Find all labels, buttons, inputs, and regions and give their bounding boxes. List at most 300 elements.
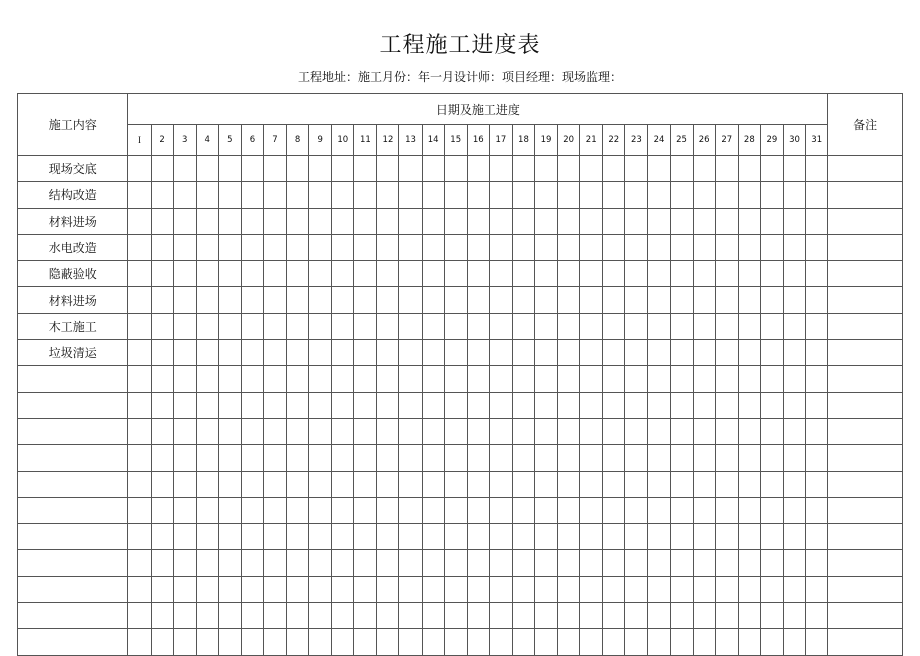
progress-cell [783, 418, 805, 444]
progress-cell [603, 524, 625, 550]
progress-cell [580, 340, 603, 366]
progress-cell [287, 576, 309, 602]
progress-cell [218, 392, 241, 418]
progress-cell [263, 603, 286, 629]
progress-cell [603, 156, 625, 182]
progress-cell [489, 576, 512, 602]
progress-cell [377, 156, 399, 182]
task-name-cell [18, 524, 128, 550]
progress-cell [558, 392, 580, 418]
progress-cell [218, 603, 241, 629]
progress-cell [715, 261, 738, 287]
progress-cell [535, 261, 558, 287]
progress-cell [467, 497, 489, 523]
table-row [18, 550, 903, 576]
progress-cell [151, 313, 173, 339]
progress-cell [580, 497, 603, 523]
progress-cell [715, 392, 738, 418]
day-header-2: 2 [151, 125, 173, 156]
progress-cell [377, 261, 399, 287]
progress-cell [151, 445, 173, 471]
progress-cell [173, 603, 196, 629]
progress-cell [196, 497, 218, 523]
progress-cell [648, 418, 670, 444]
progress-cell [535, 629, 558, 655]
progress-cell [218, 366, 241, 392]
note-cell [828, 156, 903, 182]
progress-cell [377, 524, 399, 550]
progress-cell [558, 366, 580, 392]
progress-cell [715, 182, 738, 208]
progress-cell [512, 418, 534, 444]
progress-cell [558, 603, 580, 629]
progress-cell [218, 550, 241, 576]
day-header-18: 18 [512, 125, 534, 156]
progress-cell [128, 550, 151, 576]
progress-cell [241, 340, 263, 366]
progress-cell [738, 287, 760, 313]
note-cell [828, 418, 903, 444]
progress-cell [535, 234, 558, 260]
progress-cell [715, 576, 738, 602]
progress-cell [196, 445, 218, 471]
progress-cell [332, 603, 354, 629]
progress-cell [693, 550, 715, 576]
progress-cell [377, 234, 399, 260]
progress-cell [625, 182, 648, 208]
progress-cell [196, 208, 218, 234]
progress-cell [783, 261, 805, 287]
progress-cell [128, 524, 151, 550]
progress-cell [128, 234, 151, 260]
progress-cell [625, 418, 648, 444]
progress-cell [670, 603, 693, 629]
progress-cell [309, 445, 332, 471]
progress-cell [196, 182, 218, 208]
progress-cell [670, 445, 693, 471]
progress-cell [332, 445, 354, 471]
progress-cell [783, 445, 805, 471]
progress-cell [128, 392, 151, 418]
progress-cell [648, 287, 670, 313]
note-cell [828, 629, 903, 655]
progress-cell [580, 576, 603, 602]
progress-cell [444, 445, 467, 471]
progress-cell [196, 261, 218, 287]
progress-cell [218, 208, 241, 234]
progress-cell [196, 366, 218, 392]
progress-cell [489, 182, 512, 208]
progress-cell [489, 261, 512, 287]
progress-cell [218, 156, 241, 182]
progress-cell [354, 603, 377, 629]
progress-cell [377, 182, 399, 208]
progress-cell [399, 340, 422, 366]
progress-cell [670, 629, 693, 655]
progress-cell [422, 418, 444, 444]
progress-cell [309, 182, 332, 208]
progress-cell [196, 524, 218, 550]
progress-cell [693, 156, 715, 182]
progress-cell [603, 550, 625, 576]
progress-cell [580, 392, 603, 418]
progress-cell [625, 603, 648, 629]
progress-cell [354, 261, 377, 287]
progress-cell [263, 392, 286, 418]
progress-cell [444, 497, 467, 523]
progress-cell [512, 313, 534, 339]
progress-cell [263, 497, 286, 523]
progress-cell [399, 497, 422, 523]
progress-cell [151, 208, 173, 234]
progress-cell [422, 576, 444, 602]
progress-cell [603, 471, 625, 497]
progress-cell [263, 550, 286, 576]
progress-cell [738, 524, 760, 550]
progress-cell [715, 471, 738, 497]
progress-cell [535, 576, 558, 602]
task-name-cell: 现场交底 [18, 156, 128, 182]
note-cell [828, 366, 903, 392]
progress-cell [715, 445, 738, 471]
note-cell [828, 576, 903, 602]
day-header-20: 20 [558, 125, 580, 156]
progress-cell [670, 287, 693, 313]
progress-cell [693, 603, 715, 629]
progress-cell [558, 340, 580, 366]
progress-cell [422, 313, 444, 339]
progress-cell [287, 471, 309, 497]
day-header-10: 10 [332, 125, 354, 156]
progress-cell [263, 366, 286, 392]
progress-cell [128, 340, 151, 366]
progress-cell [354, 156, 377, 182]
note-cell [828, 261, 903, 287]
progress-cell [399, 287, 422, 313]
progress-cell [241, 392, 263, 418]
progress-cell [151, 550, 173, 576]
progress-cell [399, 471, 422, 497]
progress-cell [354, 182, 377, 208]
progress-cell [625, 340, 648, 366]
progress-cell [196, 287, 218, 313]
progress-cell [489, 340, 512, 366]
progress-cell [806, 156, 828, 182]
progress-cell [738, 234, 760, 260]
progress-cell [670, 182, 693, 208]
progress-cell [467, 182, 489, 208]
progress-cell [535, 497, 558, 523]
progress-cell [715, 287, 738, 313]
progress-cell [558, 234, 580, 260]
progress-cell [738, 156, 760, 182]
progress-cell [444, 471, 467, 497]
progress-cell [670, 550, 693, 576]
progress-cell [128, 471, 151, 497]
progress-cell [287, 287, 309, 313]
day-header-6: 6 [241, 125, 263, 156]
day-header-11: 11 [354, 125, 377, 156]
note-cell [828, 340, 903, 366]
progress-cell [196, 603, 218, 629]
progress-cell [354, 418, 377, 444]
progress-cell [309, 576, 332, 602]
progress-cell [693, 497, 715, 523]
task-name-cell [18, 366, 128, 392]
task-name-cell [18, 445, 128, 471]
progress-cell [535, 603, 558, 629]
progress-cell [218, 629, 241, 655]
progress-cell [648, 392, 670, 418]
progress-cell [354, 234, 377, 260]
progress-cell [444, 629, 467, 655]
progress-cell [625, 471, 648, 497]
progress-cell [422, 287, 444, 313]
progress-cell [354, 287, 377, 313]
progress-cell [263, 445, 286, 471]
progress-cell [715, 629, 738, 655]
progress-cell [648, 340, 670, 366]
day-header-13: 13 [399, 125, 422, 156]
progress-cell [738, 418, 760, 444]
progress-cell [760, 576, 783, 602]
progress-cell [512, 471, 534, 497]
progress-cell [783, 182, 805, 208]
progress-cell [603, 261, 625, 287]
progress-cell [693, 392, 715, 418]
table-row [18, 497, 903, 523]
progress-cell [670, 261, 693, 287]
progress-cell [128, 208, 151, 234]
progress-cell [760, 313, 783, 339]
day-header-15: 15 [444, 125, 467, 156]
progress-cell [196, 156, 218, 182]
task-name-cell: 隐蔽验收 [18, 261, 128, 287]
progress-cell [173, 156, 196, 182]
progress-cell [693, 471, 715, 497]
progress-cell [512, 340, 534, 366]
progress-cell [489, 603, 512, 629]
table-row [18, 366, 903, 392]
progress-cell [196, 392, 218, 418]
progress-cell [399, 366, 422, 392]
progress-cell [467, 340, 489, 366]
progress-cell [648, 156, 670, 182]
progress-cell [309, 550, 332, 576]
document-title: 工程施工进度表 [379, 33, 541, 58]
progress-cell [422, 261, 444, 287]
progress-cell [783, 156, 805, 182]
progress-cell [558, 629, 580, 655]
progress-cell [806, 418, 828, 444]
progress-cell [444, 366, 467, 392]
day-header-27: 27 [715, 125, 738, 156]
progress-cell [377, 445, 399, 471]
progress-cell [309, 603, 332, 629]
progress-cell [760, 418, 783, 444]
progress-cell [467, 603, 489, 629]
note-cell [828, 497, 903, 523]
day-header-21: 21 [580, 125, 603, 156]
progress-cell [783, 287, 805, 313]
note-cell [828, 603, 903, 629]
progress-cell [354, 392, 377, 418]
progress-cell [399, 524, 422, 550]
progress-cell [670, 208, 693, 234]
progress-cell [806, 340, 828, 366]
progress-cell [332, 550, 354, 576]
progress-cell [738, 576, 760, 602]
progress-cell [173, 471, 196, 497]
progress-cell [738, 261, 760, 287]
progress-cell [263, 182, 286, 208]
day-header-1: I [128, 125, 151, 156]
progress-cell [648, 366, 670, 392]
progress-cell [670, 234, 693, 260]
progress-cell [444, 340, 467, 366]
task-name-cell [18, 629, 128, 655]
progress-cell [399, 550, 422, 576]
progress-cell [558, 182, 580, 208]
progress-cell [625, 392, 648, 418]
day-header-14: 14 [422, 125, 444, 156]
progress-cell [648, 550, 670, 576]
progress-cell [263, 234, 286, 260]
progress-cell [715, 524, 738, 550]
progress-cell [625, 313, 648, 339]
progress-cell [783, 234, 805, 260]
progress-cell [580, 550, 603, 576]
progress-cell [760, 234, 783, 260]
progress-cell [783, 576, 805, 602]
progress-cell [128, 156, 151, 182]
progress-cell [377, 392, 399, 418]
progress-cell [558, 261, 580, 287]
progress-cell [738, 208, 760, 234]
note-cell [828, 524, 903, 550]
progress-cell [309, 287, 332, 313]
progress-cell [151, 629, 173, 655]
progress-cell [309, 340, 332, 366]
progress-cell [580, 261, 603, 287]
progress-cell [603, 392, 625, 418]
progress-cell [580, 313, 603, 339]
progress-cell [783, 208, 805, 234]
schedule-table [17, 93, 903, 656]
progress-cell [377, 287, 399, 313]
progress-cell [625, 445, 648, 471]
progress-cell [806, 182, 828, 208]
progress-cell [806, 550, 828, 576]
progress-cell [218, 524, 241, 550]
progress-cell [151, 340, 173, 366]
progress-cell [354, 497, 377, 523]
progress-cell [760, 208, 783, 234]
progress-cell [535, 550, 558, 576]
progress-cell [173, 261, 196, 287]
progress-cell [670, 156, 693, 182]
progress-cell [489, 392, 512, 418]
progress-cell [128, 603, 151, 629]
progress-cell [287, 445, 309, 471]
progress-cell [151, 234, 173, 260]
progress-cell [603, 182, 625, 208]
progress-cell [558, 287, 580, 313]
table-row [18, 261, 903, 287]
progress-cell [670, 418, 693, 444]
progress-cell [309, 471, 332, 497]
table-row [18, 524, 903, 550]
task-name-cell [18, 471, 128, 497]
progress-cell [354, 313, 377, 339]
progress-cell [399, 313, 422, 339]
progress-cell [783, 497, 805, 523]
progress-cell [670, 576, 693, 602]
progress-cell [377, 340, 399, 366]
progress-cell [399, 445, 422, 471]
progress-cell [218, 418, 241, 444]
progress-cell [422, 340, 444, 366]
progress-cell [377, 313, 399, 339]
progress-cell [625, 576, 648, 602]
progress-cell [558, 471, 580, 497]
task-name-cell: 结构改造 [18, 182, 128, 208]
progress-cell [332, 261, 354, 287]
progress-cell [760, 471, 783, 497]
progress-cell [354, 366, 377, 392]
progress-cell [399, 392, 422, 418]
progress-cell [467, 550, 489, 576]
progress-cell [715, 340, 738, 366]
progress-cell [467, 629, 489, 655]
progress-cell [309, 392, 332, 418]
progress-cell [444, 550, 467, 576]
progress-cell [332, 234, 354, 260]
progress-cell [625, 550, 648, 576]
progress-cell [512, 182, 534, 208]
progress-cell [151, 497, 173, 523]
progress-cell [648, 471, 670, 497]
progress-cell [467, 313, 489, 339]
progress-cell [399, 418, 422, 444]
progress-cell [535, 445, 558, 471]
table-row [18, 287, 903, 313]
progress-cell [512, 287, 534, 313]
progress-cell [489, 287, 512, 313]
progress-cell [512, 208, 534, 234]
day-header-26: 26 [693, 125, 715, 156]
progress-cell [422, 156, 444, 182]
progress-cell [218, 261, 241, 287]
progress-cell [738, 366, 760, 392]
progress-cell [625, 287, 648, 313]
progress-cell [422, 208, 444, 234]
progress-cell [263, 156, 286, 182]
day-header-31: 31 [806, 125, 828, 156]
progress-cell [196, 313, 218, 339]
task-name-cell: 材料进场 [18, 208, 128, 234]
task-name-cell [18, 418, 128, 444]
progress-cell [444, 392, 467, 418]
progress-cell [625, 208, 648, 234]
progress-cell [806, 445, 828, 471]
progress-cell [603, 576, 625, 602]
progress-cell [241, 234, 263, 260]
progress-cell [580, 524, 603, 550]
progress-cell [151, 418, 173, 444]
note-cell [828, 550, 903, 576]
note-cell [828, 313, 903, 339]
